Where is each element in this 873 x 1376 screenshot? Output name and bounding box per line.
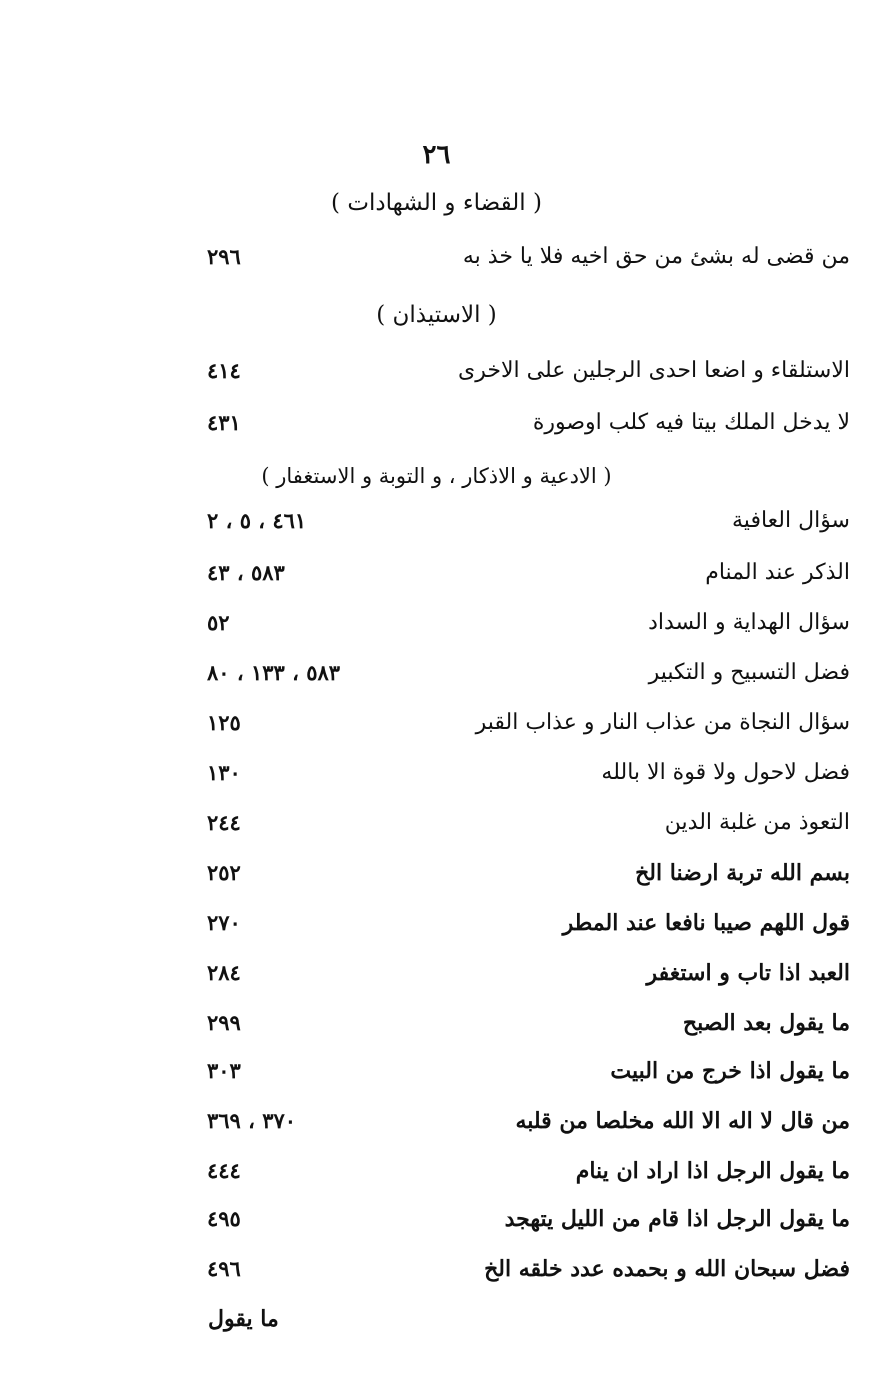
- index-row: [195, 508, 850, 548]
- entry-page-ref: ٤٦١ ، ٥ ، ٢: [207, 508, 307, 533]
- entry-title: من قضى له بشئ من حق اخيه فلا يا خذ به: [462, 244, 850, 269]
- entry-page-ref: ٤٩٦: [207, 1256, 241, 1281]
- entry-title: فضل لاحول ولا قوة الا بالله: [601, 760, 850, 785]
- index-row: [195, 1206, 850, 1246]
- entry-title: فضل سبحان الله و بحمده عدد خلقه الخ: [484, 1256, 850, 1282]
- index-row: [195, 610, 850, 650]
- index-row: [195, 1158, 850, 1198]
- entry-page-ref: ٣٧٠ ، ٣٦٩: [207, 1108, 297, 1133]
- index-row: [195, 910, 850, 950]
- entry-title: لا يدخل الملك بيتا فيه كلب اوصورة: [532, 410, 850, 435]
- entry-title: سؤال النجاة من عذاب النار و عذاب القبر: [475, 710, 850, 735]
- entry-title: قول اللهم صيبا نافعا عند المطر: [562, 910, 850, 936]
- index-row: [195, 410, 850, 450]
- entry-page-ref: ٢٥٢: [207, 860, 241, 885]
- entry-page-ref: ٢٤٤: [207, 810, 241, 835]
- index-row: [195, 660, 850, 700]
- entry-page-ref: ٥٨٣ ، ٤٣: [207, 560, 285, 585]
- entry-page-ref: ٢٩٦: [207, 244, 241, 269]
- index-row: [195, 810, 850, 850]
- entry-page-ref: ٢٩٩: [207, 1010, 241, 1035]
- entry-title: العبد اذا تاب و استغفر: [646, 960, 850, 986]
- index-row: [195, 860, 850, 900]
- entry-title: ما يقول الرجل اذا قام من الليل يتهجد: [504, 1206, 850, 1232]
- entry-title: ما يقول بعد الصبح: [682, 1010, 850, 1036]
- catchword: ما يقول: [208, 1306, 279, 1332]
- entry-title: سؤال الهداية و السداد: [648, 610, 850, 635]
- entry-page-ref: ٤٩٥: [207, 1206, 241, 1231]
- entry-page-ref: ٢٨٤: [207, 960, 241, 985]
- entry-title: الذكر عند المنام: [705, 560, 850, 585]
- page-number: ٢٦: [422, 140, 451, 170]
- index-row: [195, 1108, 850, 1148]
- entry-title: ما يقول اذا خرج من البيت: [610, 1058, 850, 1084]
- entry-title: الاستلقاء و اضعا احدى الرجلين على الاخرى: [458, 358, 850, 383]
- index-row: [195, 358, 850, 398]
- index-row: [195, 760, 850, 800]
- entry-page-ref: ٤٤٤: [207, 1158, 241, 1183]
- entry-page-ref: ٥٨٣ ، ١٣٣ ، ٨٠: [207, 660, 341, 685]
- index-row: [195, 710, 850, 750]
- entry-title: من قال لا اله الا الله مخلصا من قلبه: [515, 1108, 850, 1134]
- index-row: [195, 1010, 850, 1050]
- entry-title: بسم الله تربة ارضنا الخ: [635, 860, 850, 886]
- entry-page-ref: ٣٠٣: [207, 1058, 241, 1083]
- entry-page-ref: ٤٣١: [207, 410, 241, 435]
- index-row: [195, 560, 850, 600]
- entry-page-ref: ٢٧٠: [207, 910, 241, 935]
- entry-title: فضل التسبيح و التكبير: [648, 660, 850, 685]
- index-row: [195, 960, 850, 1000]
- entry-page-ref: ٤١٤: [207, 358, 241, 383]
- index-row: [195, 1058, 850, 1098]
- entry-title: ما يقول الرجل اذا اراد ان ينام: [575, 1158, 850, 1184]
- section-heading-permission: ( الاستيذان ): [376, 302, 497, 328]
- section-heading-judgement: ( القضاء و الشهادات ): [331, 190, 542, 216]
- entry-title: التعوذ من غلبة الدين: [664, 810, 850, 835]
- entry-page-ref: ٥٢: [207, 610, 230, 635]
- entry-page-ref: ١٢٥: [207, 710, 241, 735]
- entry-title: سؤال العافية: [732, 508, 850, 533]
- index-row: [195, 1256, 850, 1296]
- section-heading-supplications: ( الادعية و الاذكار ، و التوبة و الاستغفار ): [261, 464, 612, 488]
- entry-page-ref: ١٣٠: [207, 760, 241, 785]
- index-row: [195, 244, 850, 284]
